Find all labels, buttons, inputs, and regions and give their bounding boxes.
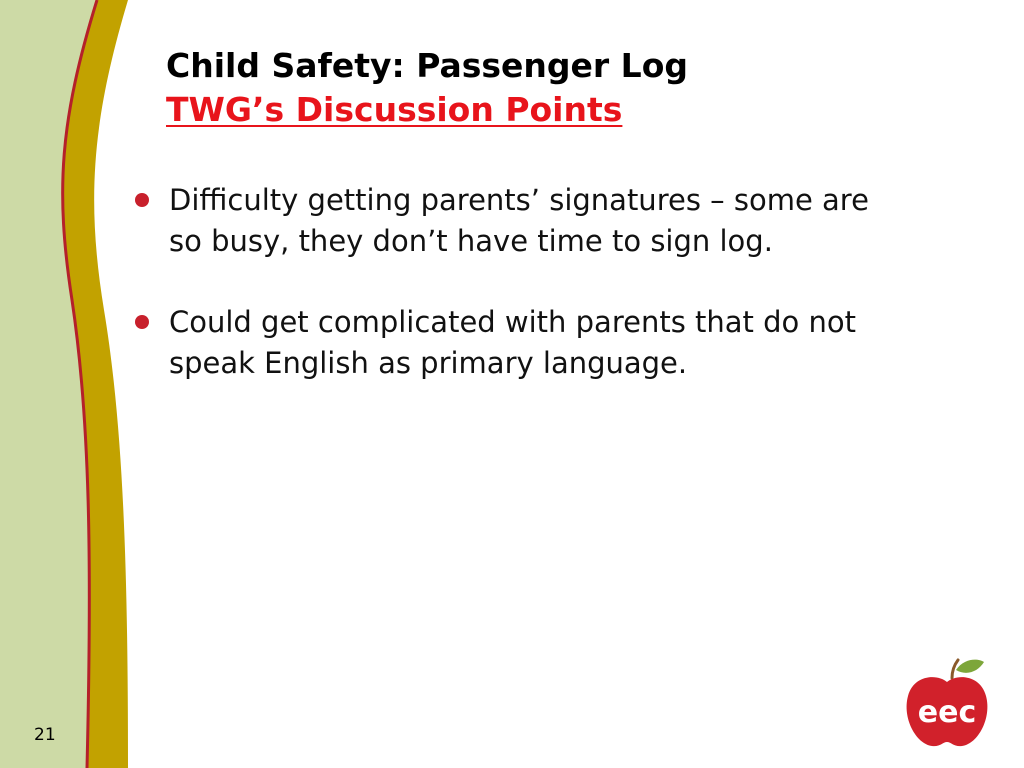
bullet-list: [132, 180, 912, 424]
bullet-item: [132, 180, 912, 262]
apple-logo-icon: [900, 656, 994, 750]
bullet-dot-icon: [135, 315, 149, 329]
bullet-item: [132, 302, 912, 384]
title-block: [166, 44, 966, 132]
slide-title: Child Safety: Passenger Log: [166, 46, 689, 85]
page-number: 21: [34, 725, 56, 745]
bullet-text: Difficulty getting parents’ signatures – some are so busy, they don’t have time to sign log.: [169, 183, 869, 258]
slide-subtitle: TWG’s Discussion Points: [166, 90, 623, 129]
logo-text: eec: [917, 695, 977, 730]
bullet-text: Could get complicated with parents that do not speak English as primary language.: [169, 305, 857, 380]
bullet-dot-icon: [135, 193, 149, 207]
side-decoration: [0, 0, 140, 768]
